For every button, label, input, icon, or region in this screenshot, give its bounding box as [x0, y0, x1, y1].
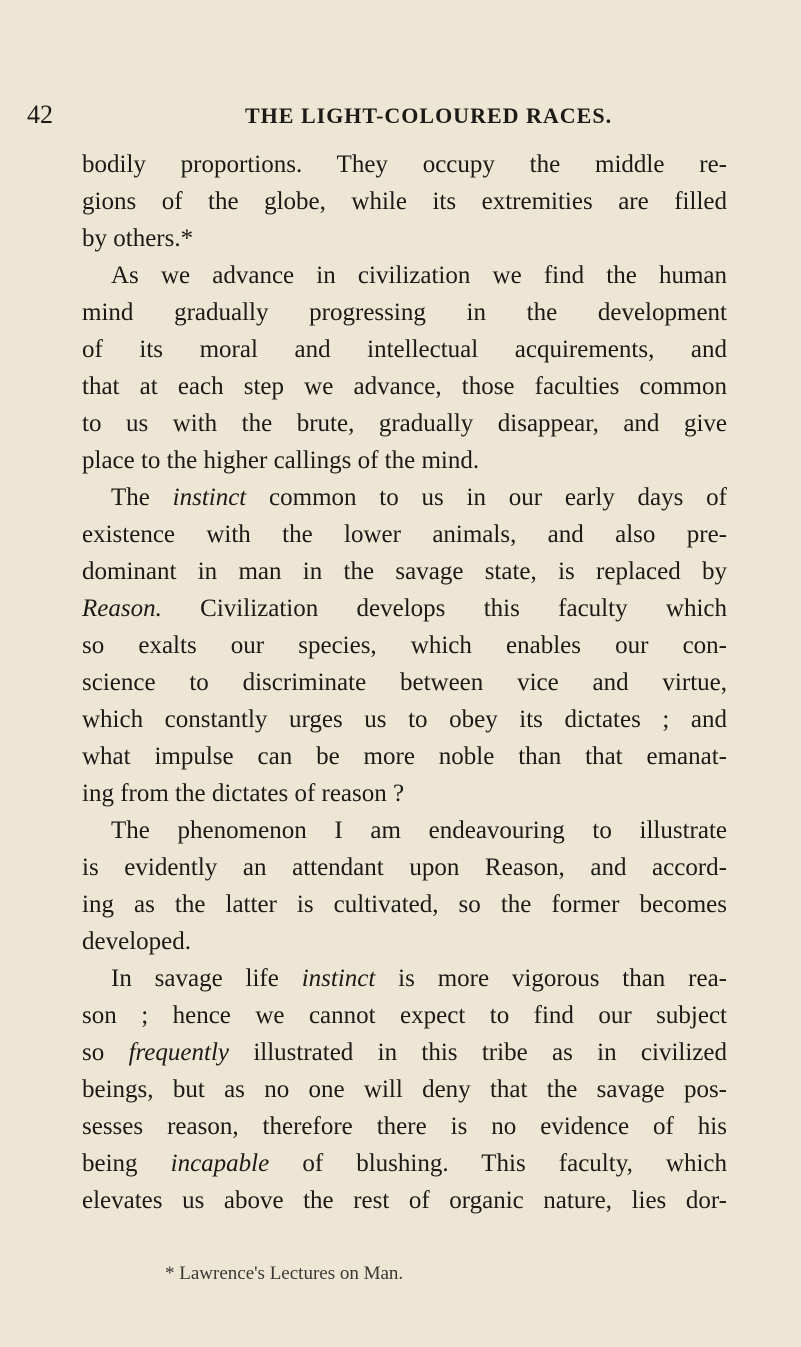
text-run: The [111, 484, 173, 511]
text-line [82, 1034, 727, 1071]
text-line: place to the higher callings of the mind. [82, 447, 480, 474]
text-run: In savage life [111, 965, 302, 992]
text-run: is more vigorous than rea- [375, 965, 728, 992]
text-line: which constantly urges us to obey its dictates ; and [82, 706, 727, 733]
text-run: illustrated in this tribe as in civilized [229, 1039, 727, 1066]
footnote: * Lawrence's Lectures on Man. [165, 1263, 404, 1284]
paragraph-start-line: The phenomenon I am endeavouring to illustrate [111, 817, 727, 844]
body-text [82, 146, 727, 1219]
italic-term: Reason. [82, 595, 162, 622]
text-line: son ; hence we cannot expect to find our subject [82, 1002, 727, 1029]
text-line: dominant in man in the savage state, is replaced by [82, 558, 727, 585]
paragraph-start-line [82, 479, 727, 516]
text-line: by others.* [82, 225, 194, 252]
text-line: to us with the brute, gradually disappear, and give [82, 410, 727, 437]
text-line: of its moral and intellectual acquirements, and [82, 336, 727, 363]
running-title: THE LIGHT-COLOURED RACES. [245, 103, 613, 128]
text-line: mind gradually progressing in the development [82, 299, 727, 326]
text-run: common to us in our early days of [246, 484, 727, 511]
text-line: gions of the globe, while its extremities are filled [82, 188, 727, 215]
text-line: so exalts our species, which enables our con- [82, 632, 727, 659]
italic-term: instinct [172, 484, 247, 511]
text-run: so [82, 1039, 129, 1066]
italic-term: frequently [128, 1039, 229, 1066]
paragraph-start-line: As we advance in civilization we find the human [111, 262, 727, 289]
text-run: being [82, 1150, 171, 1177]
text-line: existence with the lower animals, and also pre- [82, 521, 727, 548]
italic-term: instinct [301, 965, 376, 992]
text-run: of blushing. This faculty, which [269, 1150, 727, 1177]
paragraph-start-line [82, 960, 727, 997]
text-line: bodily proportions. They occupy the middle re- [82, 151, 727, 178]
italic-term: incapable [170, 1150, 270, 1177]
running-head [27, 100, 767, 140]
text-run: Civilization develops this faculty which [161, 595, 727, 622]
text-line: elevates us above the rest of organic nature, lies dor- [82, 1187, 727, 1214]
text-line: science to discriminate between vice and virtue, [82, 669, 727, 696]
text-line: ing as the latter is cultivated, so the former becomes [82, 891, 727, 918]
text-line: developed. [82, 928, 191, 955]
text-line: ing from the dictates of reason ? [82, 780, 405, 807]
page-number: 42 [27, 100, 53, 129]
text-line: beings, but as no one will deny that the savage pos- [82, 1076, 727, 1103]
text-line: sesses reason, therefore there is no evidence of his [82, 1113, 727, 1140]
text-line [82, 590, 727, 627]
text-line: that at each step we advance, those faculties common [82, 373, 727, 400]
text-line: what impulse can be more noble than that emanat- [82, 743, 727, 770]
text-line [82, 1145, 727, 1182]
text-line: is evidently an attendant upon Reason, and accord- [82, 854, 727, 881]
